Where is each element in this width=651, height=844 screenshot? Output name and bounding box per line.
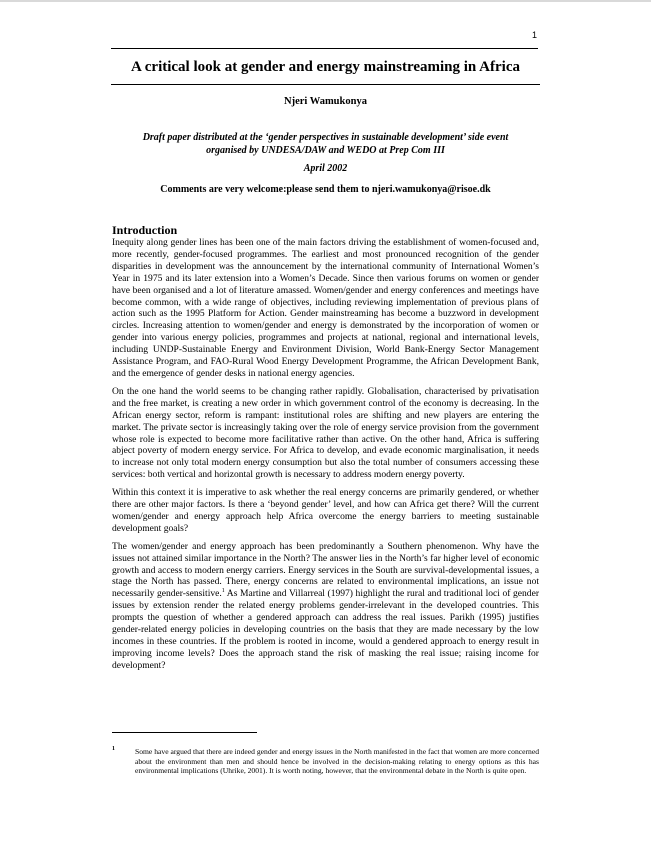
title-bottom-rule (111, 84, 540, 85)
draft-note-line-1: Draft paper distributed at the ‘gender perspectives in sustainable development’ side event (142, 132, 509, 143)
footnote-separator (112, 732, 257, 733)
paper-date: April 2002 (303, 163, 348, 174)
author-name: Njeri Wamukonya (284, 96, 367, 107)
paragraph-4 (112, 541, 539, 672)
page-top-edge (0, 0, 651, 2)
footnote-1 (112, 747, 539, 776)
title-top-rule (111, 48, 538, 49)
footnote-reference[interactable]: 1 (221, 588, 225, 595)
draft-note (100, 132, 551, 157)
section-heading-introduction: Introduction (112, 223, 178, 237)
page-number: 1 (532, 30, 538, 40)
draft-note-line-2: organised by UNDESA/DAW and WEDO at Prep Com III (206, 144, 445, 156)
comments-request: Comments are very welcome:please send them to njeri.wamukonya@risoe.dk (160, 184, 491, 195)
paragraph-2: On the one hand the world seems to be changing rather rapidly. Globalisation, characterised by privatisation and the free market, is creating a new order in which government control of the economy is decreasing. In the African energy sector, reform is rampant: institutional roles are shifting and new players are entering the market. The private sector is increasingly taking over the role of energy service provision from the government whose role is expected to become more facilitative rather than active. On the other hand, Africa is suffering abject poverty of modern energy service. For Africa to develop, and evade economic marginalisation, it needs to increase not only total modern energy consumption but also the total number of consumers accessing these services: both vertical and horizontal growth is necessary to address modern energy poverty. (112, 385, 539, 481)
paragraph-3: Within this context it is imperative to ask whether the real energy concerns are primarily gendered, or whether there are other major factors. Is there a ‘beyond gender’ level, and how can Africa get there? Will the current women/gender and energy approach help Africa overcome the energy barriers to meeting sustainable development goals? (112, 487, 539, 534)
paragraph-1: Inequity along gender lines has been one of the main factors driving the establishment of women-focused and, more recently, gender-focused programmes. The earliest and most pronounced recognition of the gender disparities in development was the announcement by the international community of International Women’s Year in 1975 and its later extension into a Women’s Decade. Since then various forums on women or gender have been organised and a lot of literature amassed. Women/gender and energy conferences and meetings have become common, with a wide range of objectives, including reviewing implementation of previous plans of action such as the 1995 Platform for Action. Gender mainstreaming has become a buzzword in development circles. Increasing attention to women/gender and energy is demonstrated by the incorporation of women or gender into various energy policies, programmes and projects at national, regional and international levels, including UNDP-Sustainable Energy and Environment Division, World Bank-Energy Sector Management Assistance Program, and FAO-Rural Wood Energy Development Programme, the African Development Bank, and the emergence of gender desks in national energy agencies. (112, 237, 539, 379)
paragraph-4-part-1: The women/gender and energy approach has been predominantly a Southern phenomenon. Why have the issues not attained similar importance in the North? The answer lies in the North’s far higher level of economic growth and access to modern energy carriers. Energy services in the South are survival-developmental issues, a stage the North has passed. There, energy concerns are related to environmental implications, an issue not necessarily gender-sensitive. (112, 540, 539, 600)
section-body (112, 237, 539, 678)
paragraph-4-part-2: As Martine and Villarreal (1997) highlight the rural and traditional loci of gender issues by extension render the related energy problems gender-irrelevant in the developed countries. This prompts the question of whether a gendered approach can address the real issues. Parikh (1995) justifies gender-related energy policies in developing countries on the basis that they are made necessary by the low incomes in these countries. If the problem is rooted in income, would a gendered approach to energy result in improving income levels? Does the approach stand the risk of masking the real issue; raising income for development? (112, 588, 539, 671)
footnote-text: Some have argued that there are indeed gender and energy issues in the North manifested in the fact that women are more concerned about the environment than men and should hence be involved in the decision-making relating to energy options as this has environmental implications (Uhrike, 2001). It is worth noting, however, that the environmental debate in the North is quite open. (135, 747, 539, 775)
footnote-mark: 1 (112, 746, 115, 752)
paper-title: A critical look at gender and energy mainstreaming in Africa (131, 59, 520, 75)
